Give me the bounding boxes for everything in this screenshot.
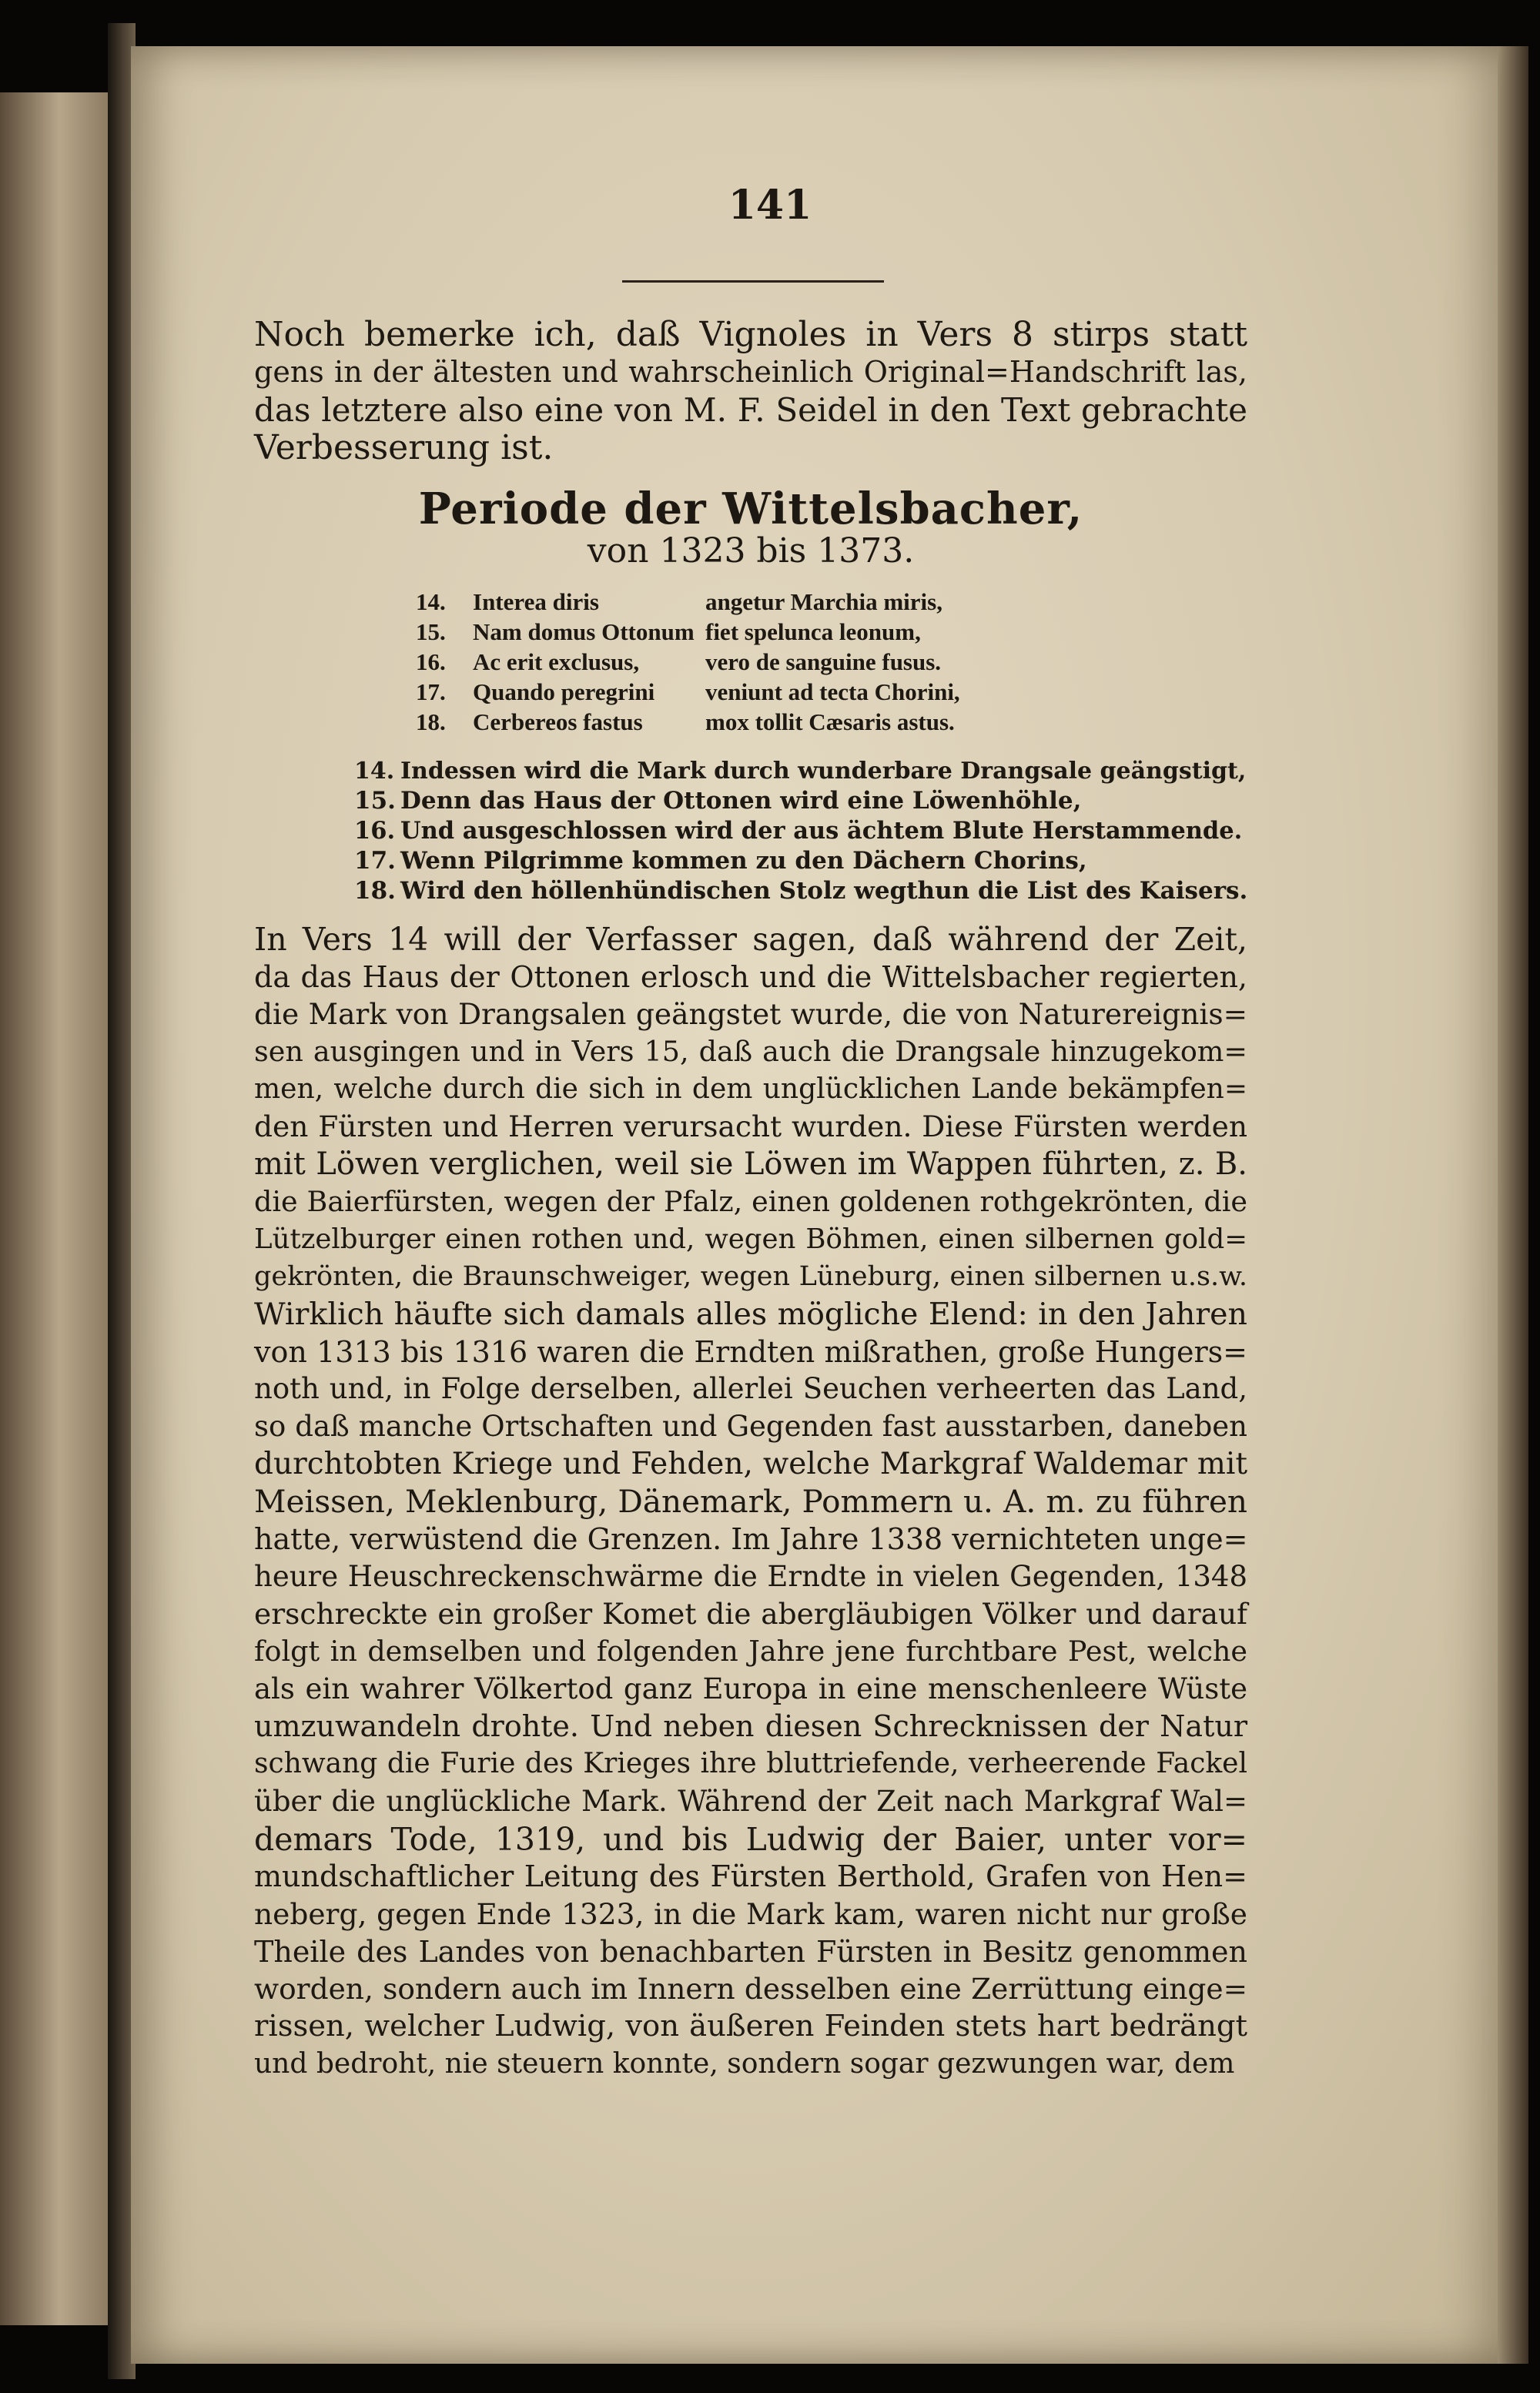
body-line: von 1313 bis 1316 waren die Erndten mißrathen, große Hungers=	[254, 1334, 1247, 1369]
body-line: men, welche durch die sich in dem unglücklichen Lande bekämpfen=	[254, 1073, 1247, 1105]
verse-second-half: veniunt ad tecta Chorini,	[705, 678, 960, 705]
body-line: hatte, verwüstend die Grenzen. Im Jahre 1338 vernichteten unge=	[254, 1522, 1248, 1556]
body-line: worden, sondern auch im Innern desselben eine Zerrüttung einge=	[254, 1972, 1247, 2006]
body-line: sen ausgingen und in Vers 15, daß auch die Drangsale hinzugekom=	[254, 1035, 1247, 1069]
intro-line: Verbesserung ist.	[254, 428, 554, 467]
body-line: Lützelburger einen rothen und, wegen Böhmen, einen silbernen gold=	[254, 1223, 1247, 1255]
verse-row	[416, 647, 1186, 677]
intro-line: Noch bemerke ich, daß Vignoles in Vers 8 stirps statt	[254, 315, 1247, 354]
body-line: erschreckte ein großer Komet die abergläubigen Völker und darauf	[254, 1597, 1247, 1632]
body-line: folgt in demselben und folgenden Jahre jene furchtbare Pest, welche	[254, 1635, 1247, 1668]
translation-number: 14.	[354, 758, 395, 785]
body-line: umzuwandeln drohte. Und neben diesen Schrecknissen der Natur	[254, 1709, 1247, 1744]
body-line: als ein wahrer Völkertod ganz Europa in eine menschenleere Wüste	[254, 1672, 1247, 1705]
translation-text: Wird den höllenhündischen Stolz wegthun die List des Kaisers.	[400, 877, 1248, 905]
verse-second-half: angetur Marchia miris,	[705, 588, 942, 615]
translation-row	[354, 756, 1247, 786]
verse-first-half: Nam domus Ottonum	[473, 618, 695, 645]
body-line: über die unglückliche Mark. Während der Zeit nach Markgraf Wal=	[254, 1784, 1247, 1818]
verse-number: 18.	[416, 708, 446, 735]
verse-first-half: Ac erit exclusus,	[473, 648, 640, 675]
translation-number: 18.	[354, 877, 396, 905]
translation-number: 17.	[354, 847, 396, 875]
translation-row	[354, 786, 1247, 816]
verse-second-half: vero de sanguine fusus.	[705, 648, 942, 675]
body-line: neberg, gegen Ende 1323, in die Mark kam, waren nicht nur große	[254, 1896, 1247, 1931]
body-line: schwang die Furie des Krieges ihre bluttriefende, verheerende Fackel	[254, 1748, 1247, 1780]
body-line: Meissen, Meklenburg, Dänemark, Pommern u. A. m. zu führen	[254, 1483, 1247, 1521]
section-title: Periode der Wittelsbacher,	[418, 484, 1083, 534]
verse-second-half: fiet spelunca leonum,	[705, 618, 921, 645]
page-edge-right	[1498, 46, 1528, 2364]
german-translation	[354, 756, 1247, 906]
body-line: rissen, welcher Ludwig, von äußeren Feinden stets hart bedrängt	[254, 2008, 1247, 2043]
body-line: und bedroht, nie steuern konnte, sondern sogar gezwungen war, dem	[254, 2047, 1235, 2080]
verse-number: 15.	[416, 618, 446, 645]
translation-text: Wenn Pilgrimme kommen zu den Dächern Chorins,	[400, 847, 1087, 875]
body-line: Theile des Landes von benachbarten Fürsten in Besitz genommen	[254, 1934, 1247, 1969]
verse-first-half: Quando peregrini	[473, 678, 655, 705]
verse-second-half: mox tollit Cæsaris astus.	[705, 708, 955, 735]
facing-page-edge	[0, 92, 108, 2325]
body-line: so daß manche Ortschaften und Gegenden fast ausstarben, daneben	[254, 1409, 1247, 1443]
body-line: den Fürsten und Herren verursacht wurden. Diese Fürsten werden	[254, 1109, 1247, 1144]
translation-text: Indessen wird die Mark durch wunderbare Drangsale geängstigt,	[400, 758, 1247, 785]
body-line: noth und, in Folge derselben, allerlei Seuchen verheerten das Land,	[254, 1372, 1247, 1406]
body-line: da das Haus der Ottonen erlosch und die Wittelsbacher regierten,	[254, 959, 1247, 994]
translation-row	[354, 876, 1247, 906]
intro-line: das letztere also eine von M. F. Seidel in den Text gebrachte	[254, 391, 1247, 429]
body-line: die Baierfürsten, wegen der Pfalz, einen goldenen rothgekrönten, die	[254, 1184, 1247, 1218]
body-line: demars Tode, 1319, und bis Ludwig der Baier, unter vor=	[254, 1820, 1247, 1858]
verse-number: 17.	[416, 678, 446, 705]
translation-number: 15.	[354, 787, 396, 815]
body-line: Wirklich häufte sich damals alles mögliche Elend: in den Jahren	[254, 1296, 1247, 1332]
translation-row	[354, 846, 1247, 876]
body-line: durchtobten Kriege und Fehden, welche Markgraf Waldemar mit	[254, 1446, 1247, 1481]
translation-text: Denn das Haus der Ottonen wird eine Löwenhöhle,	[400, 787, 1082, 815]
body-line: mundschaftlicher Leitung des Fürsten Berthold, Grafen von Hen=	[254, 1859, 1247, 1894]
page-number: 141	[728, 182, 812, 229]
intro-paragraph	[254, 316, 1247, 467]
body-line: mit Löwen verglichen, weil sie Löwen im Wappen führten, z. B.	[254, 1146, 1247, 1183]
verse-first-half: Cerbereos fastus	[473, 708, 643, 735]
verse-row	[416, 677, 1186, 707]
body-line: die Mark von Drangsalen geängstet wurde, die von Naturereignis=	[254, 997, 1247, 1032]
translation-row	[354, 816, 1247, 846]
verse-row	[416, 587, 1186, 617]
body-paragraph	[254, 921, 1247, 2083]
header-rule	[622, 280, 884, 283]
intro-line: gens in der ältesten und wahrscheinlich Original=Handschrift las,	[254, 355, 1247, 389]
verse-row	[416, 617, 1186, 647]
translation-text: Und ausgeschlossen wird der aus ächtem Blute Herstammende.	[400, 817, 1243, 845]
body-line: gekrönten, die Braunschweiger, wegen Lüneburg, einen silbernen u.s.w.	[254, 1261, 1247, 1293]
body-line: In Vers 14 will der Verfasser sagen, daß während der Zeit,	[254, 921, 1247, 958]
verse-number: 14.	[416, 588, 446, 615]
verse-row	[416, 707, 1186, 737]
latin-verses	[416, 587, 1186, 737]
translation-number: 16.	[354, 817, 396, 845]
section-subtitle: von 1323 bis 1373.	[587, 531, 915, 571]
body-line: heure Heuschreckenschwärme die Erndte in vielen Gegenden, 1348	[254, 1559, 1247, 1593]
verse-number: 16.	[416, 648, 446, 675]
verse-first-half: Interea diris	[473, 588, 599, 615]
